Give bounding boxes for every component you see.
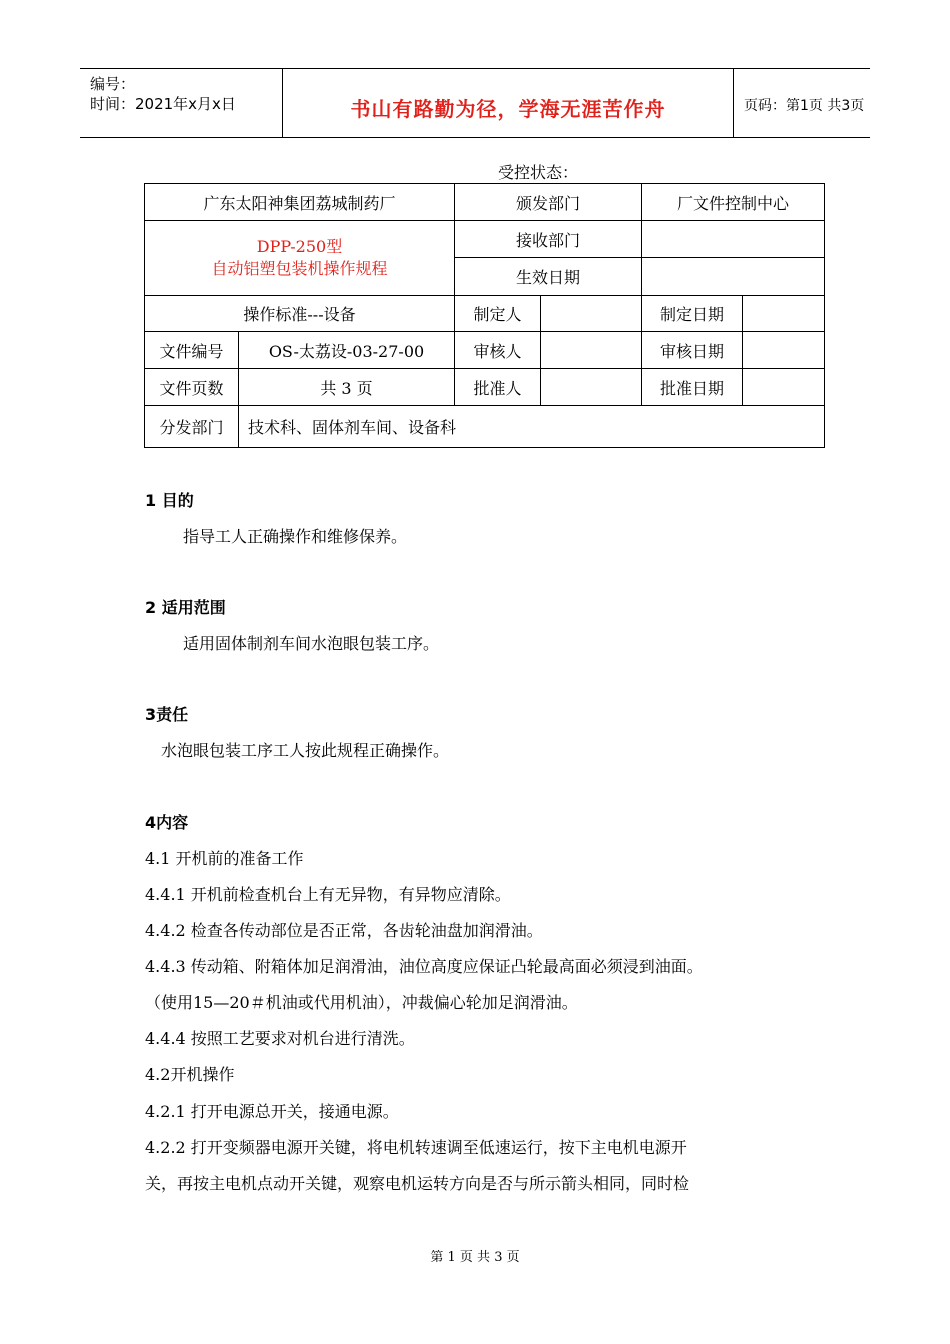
section-2-text: 适用固体制剂车间水泡眼包装工序。 <box>183 634 440 653</box>
author-date-value <box>743 296 825 332</box>
section-3-title: 3责任 <box>145 705 189 724</box>
issuing-dept-label: 颁发部门 <box>455 184 642 221</box>
issuing-dept-value: 厂文件控制中心 <box>642 184 825 221</box>
table-row <box>145 369 825 406</box>
doc-title-line1: DPP-250型 <box>256 237 343 256</box>
header-right-cell <box>734 69 870 137</box>
page-footer: 第 1 页 共 3 页 <box>430 1250 520 1265</box>
number-label: 编号： <box>90 75 136 93</box>
review-date-label: 审核日期 <box>642 332 743 369</box>
distribution-label: 分发部门 <box>145 406 239 448</box>
content-line: 4.1 开机前的准备工作 <box>145 849 304 868</box>
company-name: 广东太阳神集团荔城制药厂 <box>145 184 455 221</box>
reviewer-label: 审核人 <box>455 332 541 369</box>
doc-title-line2: 自动铝塑包装机操作规程 <box>211 259 388 278</box>
document-control-table <box>144 183 825 448</box>
page-header <box>80 68 870 138</box>
header-page-info: 页码：第1页 共3页 <box>744 98 865 114</box>
author-label: 制定人 <box>455 296 541 332</box>
doc-category: 操作标准---设备 <box>145 296 455 332</box>
table-row <box>145 184 825 221</box>
content-line: 关，再按主电机点动开关键，观察电机运转方向是否与所示箭头相同，同时检 <box>145 1174 690 1193</box>
content-line: 4.2.1 打开电源总开关，接通电源。 <box>145 1102 399 1121</box>
section-4-title: 4内容 <box>145 813 189 832</box>
approval-date-label: 批准日期 <box>642 369 743 406</box>
time-label: 时间：2021年x月x日 <box>90 95 236 113</box>
section-1-text: 指导工人正确操作和维修保养。 <box>183 527 408 546</box>
content-line: 4.4.2 检查各传动部位是否正常，各齿轮油盘加润滑油。 <box>145 921 543 940</box>
distribution-value: 技术科、固体剂车间、设备科 <box>239 406 825 448</box>
doc-pages-value: 共 3 页 <box>239 369 455 406</box>
content-line: 4.4.4 按照工艺要求对机台进行清洗。 <box>145 1029 415 1048</box>
effective-date-label: 生效日期 <box>455 258 642 296</box>
doc-no-value: OS-太荔设-03-27-00 <box>239 332 455 369</box>
table-row <box>145 221 825 258</box>
table-row <box>145 332 825 369</box>
section-3-text: 水泡眼包装工序工人按此规程正确操作。 <box>161 741 450 760</box>
receiving-dept-value <box>642 221 825 258</box>
table-row <box>145 296 825 332</box>
doc-no-label: 文件编号 <box>145 332 239 369</box>
author-date-label: 制定日期 <box>642 296 743 332</box>
receiving-dept-label: 接收部门 <box>455 221 642 258</box>
content-line: 4.4.1 开机前检查机台上有无异物，有异物应清除。 <box>145 885 511 904</box>
section-2-title: 2 适用范围 <box>145 598 226 617</box>
doc-title-cell <box>145 221 455 296</box>
content-line: 4.4.3 传动箱、附箱体加足润滑油，油位高度应保证凸轮最高面必须浸到油面。 <box>145 957 703 976</box>
table-row <box>145 406 825 448</box>
header-left-cell <box>80 69 283 137</box>
review-date-value <box>743 332 825 369</box>
reviewer-value <box>541 332 642 369</box>
content-line: 4.2开机操作 <box>145 1065 235 1084</box>
header-center-cell <box>283 69 734 137</box>
section-1-title: 1 目的 <box>145 491 194 510</box>
author-value <box>541 296 642 332</box>
control-status: 受控状态： <box>498 163 579 182</box>
content-line: 4.2.2 打开变频器电源开关键，将电机转速调至低速运行，按下主电机电源开 <box>145 1138 687 1157</box>
doc-pages-label: 文件页数 <box>145 369 239 406</box>
approver-value <box>541 369 642 406</box>
header-motto: 书山有路勤为径，学海无涯苦作舟 <box>350 97 666 121</box>
approval-date-value <box>743 369 825 406</box>
effective-date-value <box>642 258 825 296</box>
approver-label: 批准人 <box>455 369 541 406</box>
content-line: （使用15—20＃机油或代用机油），冲裁偏心轮加足润滑油。 <box>145 993 578 1012</box>
